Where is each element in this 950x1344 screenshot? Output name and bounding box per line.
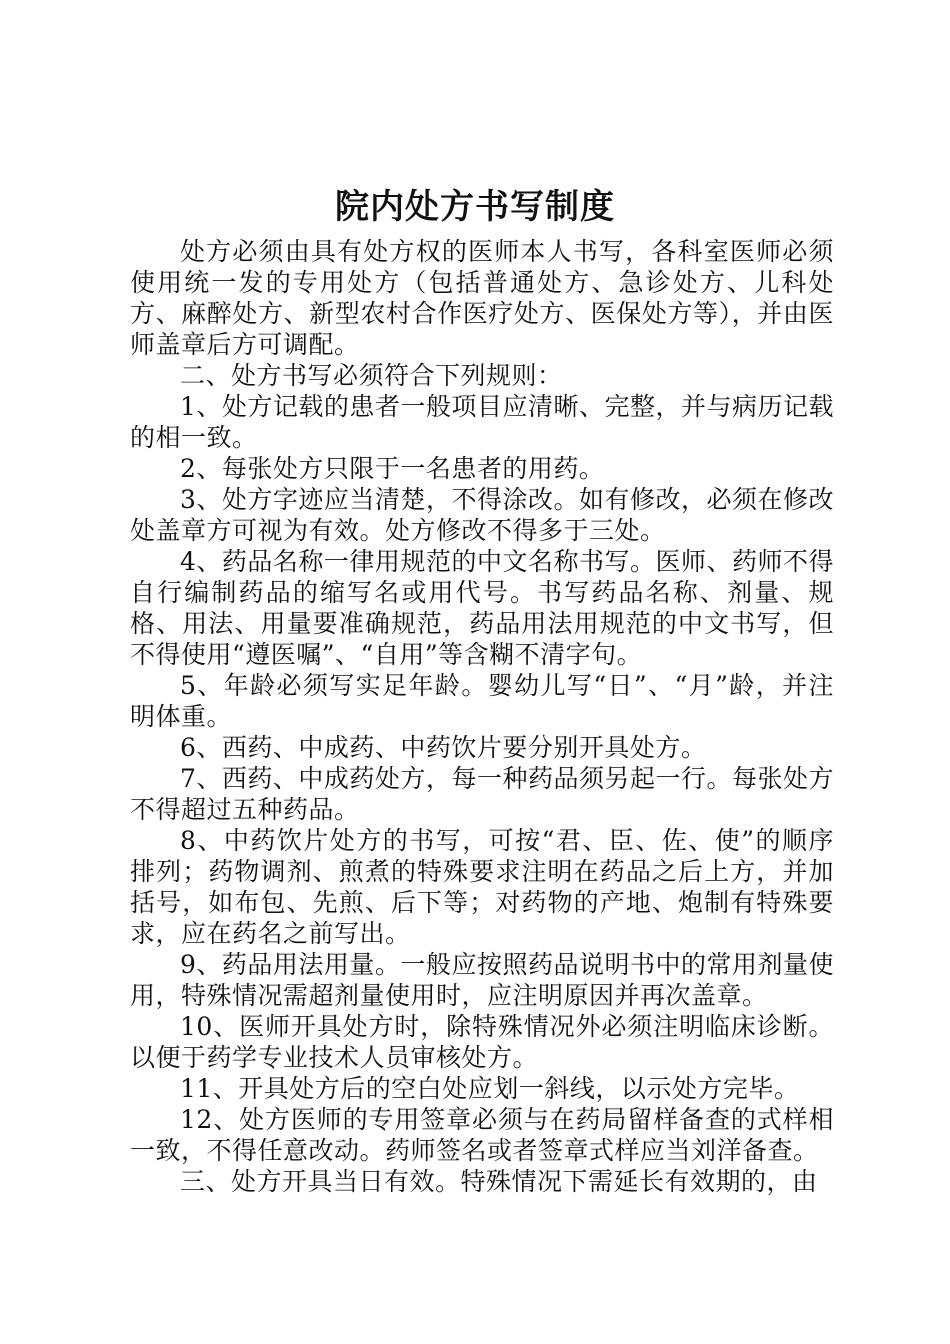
paragraph-rule-2: 2、每张处方只限于一名患者的用药。 (180, 454, 605, 483)
paragraph-section-3: 三、处方开具当日有效。特殊情况下需延长有效期的，由 (180, 1167, 818, 1196)
paragraph-intro: 处方必须由具有处方权的医师本人书写，各科室医师必须使用统一发的专用处方（包括普通处方、急诊处方、儿科处方、麻醉处方、新型农村合作医疗处方、医保处方等），并由医师盖章后方可调配。 (130, 237, 834, 359)
paragraph-rule-7: 7、西药、中成药处方，每一种药品须另起一行。每张处方不得超过五种药品。 (130, 764, 834, 824)
paragraph-rule-12: 12、处方医师的专用签章必须与在药局留样备查的式样相一致，不得任意改动。药师签名或者签章式样应当刘洋备查。 (130, 1105, 834, 1165)
paragraph-rule-5: 5、年龄必须写实足年龄。婴幼儿写“日”、“月”龄，并注明体重。 (130, 671, 834, 731)
paragraph-rule-8: 8、中药饮片处方的书写，可按“君、臣、佐、使”的顺序排列；药物调剂、煎煮的特殊要求注明在药品之后上方，并加括号，如布包、先煎、后下等；对药物的产地、炮制有特殊要求，应在药名之前写出。 (130, 826, 834, 948)
paragraph-rule-4: 4、药品名称一律用规范的中文名称书写。医师、药师不得自行编制药品的缩写名或用代号。书写药品名称、剂量、规格、用法、用量要准确规范，药品用法用规范的中文书写，但不得使用“遵医嘱”、“自用”等含糊不清字句。 (130, 547, 834, 669)
paragraph-rule-9: 9、药品用法用量。一般应按照药品说明书中的常用剂量使用，特殊情况需超剂量使用时，应注明原因并再次盖章。 (130, 950, 834, 1010)
paragraph-rule-6: 6、西药、中成药、中药饮片要分别开具处方。 (180, 733, 707, 762)
paragraph-rule-1: 1、处方记载的患者一般项目应清晰、完整，并与病历记载的相一致。 (130, 392, 834, 452)
document-body (130, 236, 834, 1197)
document-title: 院内处方书写制度 (335, 187, 615, 227)
paragraph-section-2-heading: 二、处方书写必须符合下列规则： (180, 361, 563, 390)
paragraph-rule-3: 3、处方字迹应当清楚，不得涂改。如有修改，必须在修改处盖章方可视为有效。处方修改不得多于三处。 (130, 485, 834, 545)
paragraph-rule-11: 11、开具处方后的空白处应划一斜线，以示处方完毕。 (180, 1074, 800, 1103)
paragraph-rule-10: 10、医师开具处方时，除特殊情况外必须注明临床诊断。以便于药学专业技术人员审核处方。 (130, 1012, 834, 1072)
